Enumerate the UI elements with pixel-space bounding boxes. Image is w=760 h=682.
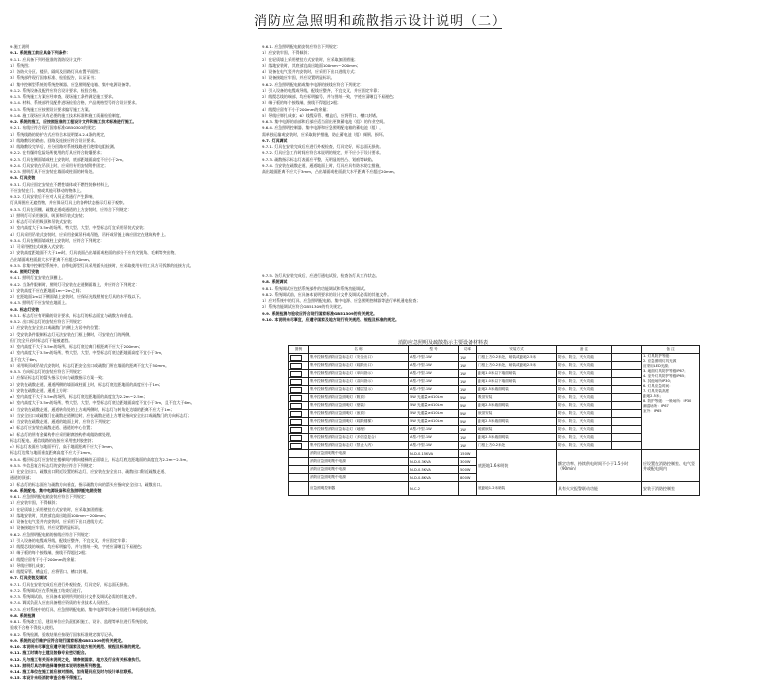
legend-symbol-icon: [290, 355, 302, 361]
table-cell: 门框上方0.2米处: [477, 442, 557, 450]
header-cell: 功率: [459, 346, 477, 354]
note-line: 需单独运输或安装时，应采取防护措施，防止蓄电池（组）倾倒、损坏。: [262, 131, 387, 137]
note-line: b）标志灯的所有金属构件应采用耐腐蚀构件或做防腐处理，: [10, 431, 114, 437]
note-line: 3）端子板的每个接线端，接线不得超过2根；: [10, 550, 89, 556]
legend-symbol-icon: [290, 403, 302, 409]
spec-line: 8. 防护等级：一般场所：IP30: [643, 399, 692, 403]
note-line: 9.14. 施工单位在施工前应核对图纸，如有疑问应及时与设计单位联系。: [10, 669, 136, 674]
table-cell: 集中控制型消防应急标志灯（疏散出口）: [309, 362, 409, 370]
note-line: 2）在轻质墙上采用壁挂方式安装时，应采取加固措施；: [262, 56, 358, 62]
note-line: 9.1.4. 材料、系统部件及配件进场检验合格，产品规格型号符合设计要求。: [10, 100, 140, 106]
table-row: [289, 378, 700, 386]
note-line: 9.1. 系统施工前应具备下列条件：: [10, 50, 71, 56]
note-line: 9.2. 系统的施工，应按照批准的工程设计文件和施工技术标准进行施工。: [10, 119, 137, 124]
page-title: 消防应急照明和疏散指示设计说明（二）: [253, 14, 506, 29]
note-line: 9.7.4. 调试负责人应由具备相应资质的专业技术人员担任。: [10, 600, 112, 606]
title-underline: [258, 28, 502, 29]
header-cell: 安装方式: [477, 346, 557, 354]
note-line: 4）集中控制型系统的系统控制器、应急照明配电箱、集中电源设备等。: [10, 81, 134, 87]
table-cell: 距地2.5米墙面明装: [477, 434, 557, 442]
note-line: 9.6.3. 集中电源的前部和后部应适当留出更换蓄电池（组）的作业空间。: [262, 119, 388, 124]
table-cell: 防水、防尘、灭火功能: [557, 410, 612, 418]
note-line: 验收不合格不得投入使用。: [10, 625, 57, 631]
note-line: 9.7.1. 灯具在安装完成后应进行外观检查，灯具完好，标志面无损伤。: [10, 581, 132, 587]
header-cell: 备 注: [642, 346, 700, 354]
table-row: [289, 434, 700, 442]
note-line: 高出地面距离不应大于3mm，凸出墙面或柱面最大水平距离不应超过20mm。: [262, 169, 398, 174]
table-cell: 300W: [459, 458, 477, 466]
note-line: 9.3.5. 非集中控制型系统中，自带电源型灯具采用插头连接时，应采取使用专用工具方可拆卸的连接方式。: [10, 262, 194, 268]
table-cell: [289, 378, 309, 386]
table-cell: [289, 474, 309, 482]
note-line: 9.1.1. 应具备下列经批准的消防设计文件：: [10, 56, 85, 62]
header-cell: [612, 346, 642, 354]
note-line: 不应安装在门、窗或其他可移动的物体上。: [10, 187, 84, 193]
note-line: 1）照明灯可采用嵌顶、吸顶和吊装式安装；: [10, 212, 87, 218]
table-cell: [612, 378, 642, 386]
note-line: 9.5.5. 多信息复合标志灯的安装应符合下列规定：: [10, 462, 97, 468]
note-line: b）室内高度大于3.5m的场所，特大型、大型、中型标志灯底边距地面高度不宜小于3m，且不宜大于6m。: [10, 400, 195, 406]
table-row: [289, 394, 700, 402]
table-row: [289, 386, 700, 394]
table-cell: [642, 354, 700, 450]
note-line: 9.7.5. 各灯具安装完成后，应进行通电试验，检查各灯具工作状态。: [262, 273, 380, 278]
table-cell: [289, 450, 309, 458]
table-cell: 地面嵌装: [477, 426, 557, 434]
note-line: 9.15. 本设计未经消防审查合格不得施工。: [10, 675, 85, 681]
note-line: 9.5.1. 标志灯应有明确的设计要求，标志灯的标志面宜与疏散方向垂直。: [10, 312, 136, 318]
note-line: 5）采用吸顶或吊装式安装时，标志灯距安全出口或疏散门所在墙面的距离不宜大于50mm。: [10, 362, 169, 368]
table-cell: [289, 362, 309, 370]
header-cell: 型 号: [409, 346, 459, 354]
note-line: 9.2.3. 灯具在侧面墙或柱上安装时，底部距地面高度不应小于2m。: [10, 156, 126, 162]
note-line: 9.2.5. 照明灯具不应安装在墙面或柱面的转角处。: [10, 169, 97, 174]
note-line: 9.7.3. 疏散指示标志灯表面应平整，无明显的凹凸、划痕等缺陷。: [262, 156, 376, 162]
table-cell: A型-中型-1W: [409, 362, 459, 370]
spec-line: 应采用LED光源；: [643, 364, 672, 368]
table-cell: 防水、防尘、灭火功能: [557, 354, 612, 362]
table-cell: 集中控制型消防应急标志灯（单向指示）: [309, 370, 409, 378]
table-cell: [289, 386, 309, 394]
table-cell: 集中控制型消防应急标志灯（多信息复合）: [309, 434, 409, 442]
table-cell: A型-中型-1W: [409, 442, 459, 450]
table-title: 消防应急照明及疏散指示主要设备材料表: [398, 340, 489, 346]
table-cell: N-C-2: [409, 482, 459, 496]
note-line: 4）室内高度大于3.5m的场所，特大型、大型、中型标志灯底边距地面高度不宜小于3m，: [10, 350, 165, 356]
table-row: [289, 362, 700, 370]
table-cell: 1W: [459, 386, 477, 394]
table-cell: 应急照明控制器: [309, 482, 409, 496]
note-line: 3）安装在疏散走道、通道上方时：: [10, 387, 71, 393]
table-cell: 5W: [459, 402, 477, 410]
note-line: 9.7.2. 灯具应急工作时间应符合本说明的规定，并不应小于设计要求。: [262, 150, 384, 156]
table-row: [289, 354, 700, 362]
note-line: a）室内高度不大于3.5m的场所，标志灯底边距地面的高度宜为2.2m～2.5m；: [10, 394, 148, 399]
table-cell: [289, 402, 309, 410]
note-line: 9.10. 本说明未尽事宜，应遵守国家及地方现行有关规范、规程及标准的规定。: [262, 316, 399, 322]
note-line: 标志灯边缘与地面垂直距离高度不应大于1mm。: [10, 450, 94, 456]
note-line: 9.1.3. 系统施工方案应经审查，现场施工条件满足施工要求。: [10, 94, 116, 99]
note-line: 5）导线应绑扎成束；6）线缆穿管、槽盒后，应将管口、槽口封堵。: [262, 112, 380, 118]
note-line: 9.4.1. 照明灯宜安装在顶棚上。: [10, 275, 66, 281]
note-line: 9.9. 系统检测与验收应符合现行国家标准GB51309的有关规定。: [262, 310, 378, 316]
table-cell: 具有火灾报警联动功能: [557, 482, 642, 496]
header-cell: 名 称: [309, 346, 409, 354]
table-cell: 5W 光通量≥410Lm: [409, 410, 459, 418]
legend-symbol-icon: [290, 443, 302, 449]
legend-symbol-icon: [290, 363, 302, 369]
table-cell: 防水、防尘、灭火功能: [557, 378, 612, 386]
note-line: 2）在轻质墙上采用壁挂方式安装时，应采取加固措施；: [10, 506, 106, 512]
table-cell: 距地2.5米墙面明装: [477, 386, 557, 394]
note-line: 9.3.3. 灯具在顶棚、疏散走道或通道的上方安装时，应符合下列规定：: [10, 206, 132, 212]
header-cell: 图例: [289, 346, 309, 354]
table-cell: 消防应急照明集中电源: [309, 458, 409, 466]
table-cell: 集中控制型消防应急照明灯（疏散楼梯）: [309, 418, 409, 426]
table-cell: 防水、防尘、灭火功能: [557, 362, 612, 370]
table-cell: [289, 482, 309, 496]
note-line: 1）应安装牢固，不得倾斜；: [262, 50, 312, 56]
note-line: 9.1.6. 施工现场应具有必要的施工技术标准和施工质量检验制度。: [10, 112, 124, 118]
table-cell: 1W: [459, 370, 477, 378]
table-cell: A型-中型-1W: [409, 378, 459, 386]
note-line: 9.8.2. 系统检测、验收结果应按现行国家标准规定填写记录。: [10, 631, 116, 637]
note-line: 2）线缆芯线的端部，均应标明编号，并与图纸一致，字迹应清晰且不易褪色；: [10, 544, 145, 549]
table-cell: 800W: [459, 474, 477, 482]
table-row: [289, 450, 700, 458]
table-cell: 集中控制型消防应急照明灯（壁装）: [309, 402, 409, 410]
table-row: [289, 402, 700, 410]
note-line: 5）当安全出口或疏散门在疏散走道侧边时，应在疏散走道上方增设指向安全出口或疏散门的方向标志灯；: [10, 412, 192, 418]
table-cell: 门框上方0.2米处，暗装或距地2.5米: [477, 354, 557, 362]
spec-line: 2. 应急照明灯具光源: [643, 359, 677, 363]
note-line: 3）落地安装时，其底部宜高出地面100mm～200mm；: [262, 62, 361, 68]
note-line: 9.10. 本说明未尽事宜应遵守现行国家及地方相关规范、规程及标准的规定。: [10, 644, 144, 649]
note-line: 9.8. 系统调试: [262, 279, 288, 285]
note-line: 1）在安全出口、疏散出口附近设置的标志灯，应安装在安全出口、疏散出口附近疏散走道、: [10, 469, 169, 474]
middle-notes-top: [262, 44, 506, 239]
table-cell: 防水、防尘、灭火功能: [557, 434, 612, 442]
table-cell: 5W 光通量≥410Lm: [409, 394, 459, 402]
note-line: 9.1.5. 系统施工应按照设计要求编写施工方案。: [10, 106, 93, 112]
note-line: 9.5.3. 方向标志灯的安装应符合下列规定：: [10, 369, 85, 374]
table-cell: 集中控制型消防应急标志灯（禁止入内）: [309, 442, 409, 450]
table-cell: 吸顶安装: [477, 394, 557, 402]
note-line: 9.8.1. 系统竣工后，建设单位应负责组织施工、设计、监理等单位进行系统验收，: [10, 619, 151, 624]
table-cell: [612, 386, 642, 394]
table-cell: [289, 426, 309, 434]
table-cell: 嵌顶安装: [477, 410, 557, 418]
table-cell: 500W: [459, 466, 477, 474]
spec-line: 5. 其他场所IP30；: [643, 379, 674, 383]
table-cell: A型-中型-1W: [409, 354, 459, 362]
note-line: 5）设备接地应牢固，并应设置明显标识。: [10, 525, 83, 531]
table-cell: A型-中型-1W: [409, 426, 459, 434]
note-line: 9.2.4. 灯具安装在吊顶上时，应采用专用安装附件固定；: [10, 162, 108, 168]
note-line: 9.5. 标志灯安装: [10, 306, 40, 312]
note-line: 9.4. 照明灯安装: [10, 269, 40, 274]
table-cell: A型-中型-1W: [409, 370, 459, 378]
legend-symbol-icon: [290, 419, 302, 425]
note-line: 4）设备在电气竖井内安装时，应采用下出口进线方式；: [10, 519, 106, 524]
table-cell: N-D-0.8KVA: [409, 474, 459, 482]
spec-line: 1. 灯具防护等级：: [643, 354, 673, 358]
table-cell: A型-中型-1W: [409, 434, 459, 442]
table-cell: 距地1.0米以下墙面暗装: [477, 370, 557, 378]
note-line: 1）安装高度不应在距地面1m～2m之间；: [10, 287, 84, 293]
spec-line: 距地2.5米；: [643, 394, 664, 398]
table-cell: 防水、防尘、灭火功能: [557, 386, 612, 394]
legend-symbol-icon: [290, 435, 302, 441]
table-cell: N-D-0.15KVA: [409, 450, 459, 458]
table-cell: [289, 370, 309, 378]
table-row: [289, 442, 700, 450]
table-cell: [612, 354, 642, 362]
table-cell: [289, 394, 309, 402]
legend-symbol-icon: [290, 411, 302, 417]
note-line: 9.6.1. 应急照明配电箱安装应符合下列规定：: [10, 494, 89, 499]
note-line: 9.8.2. 系统调试前，应具备本说明要求的设计文件及调试必需的其他文件。: [262, 291, 392, 297]
table-cell: [289, 418, 309, 426]
note-line: 标志灯配电、通信线路的连接应采用密封胶密封；: [10, 437, 96, 443]
table-cell: [612, 426, 642, 434]
note-line: 9.2.2. 在有爆炸危险场所使用的灯具应符合防爆要求；: [10, 150, 105, 156]
table-row: [289, 410, 700, 418]
note-line: 1）引入设备的电缆或导线，配线应整齐，不宜交叉，并应固定牢靠；: [262, 87, 382, 93]
note-line: 1）应安装在安全出口或疏散门内侧上方居中的位置；: [10, 325, 102, 331]
table-cell: 5W: [459, 418, 477, 426]
table-cell: 防水、防尘、灭火功能: [557, 426, 612, 434]
note-line: 9.4.3. 照明灯不应安装在地面上。: [10, 300, 70, 306]
note-line: 4）线缆应留有不小于200mm的余量；: [10, 556, 79, 562]
note-line: 1）应对系统中的灯具、应急照明配电箱、集中电源、应急照明控制器等进行单机通电检查；: [262, 298, 421, 303]
table-cell: [612, 410, 642, 418]
table-body: [289, 354, 700, 496]
table-cell: 消防应急照明集中电源: [309, 474, 409, 482]
note-line: 9.5.2. 出口标志灯的安装应符合下列规定：: [10, 319, 85, 324]
table-cell: 集中控制型消防应急照明灯（嵌顶）: [309, 410, 409, 418]
table-cell: 集中控制型消防应急标志灯（地埋）: [309, 426, 409, 434]
table-cell: 应设置在消防控制室、电气竖井或配电间内: [642, 450, 700, 482]
table-cell: 底距地1.6米明装: [477, 450, 557, 482]
note-line: 且不宜大于6m。: [10, 356, 40, 362]
note-line: 4）当安装在疏散走道、通道转角处的上方或两侧时，标志灯与转角处边墙的距离不应大于1m；: [10, 406, 175, 412]
table-cell: 防水、防尘、灭火功能: [557, 394, 612, 402]
table-cell: 底距地1.2米暗装: [477, 482, 557, 496]
note-line: 9.3.1. 灯具应固定安装在不燃性墙体或不燃性装修材料上，: [10, 181, 112, 187]
note-line: 4）灯具采用吊装式安装时，应采用金属吊杆或吊链，吊杆或吊链上端应固定在建筑构件上。: [10, 231, 169, 237]
equipment-legend-table: [288, 345, 700, 496]
note-line: 5）设备接地应牢固，并应设置明显标识。: [262, 75, 335, 81]
table-cell: N-D-0.5KVA: [409, 466, 459, 474]
table-cell: [612, 394, 642, 402]
note-line: 6）线缆穿管、槽盒后，应将管口、槽口封堵。: [10, 569, 91, 574]
table-cell: 1W: [459, 442, 477, 450]
spec-line: 室外：IP65: [643, 409, 662, 413]
table-cell: [289, 442, 309, 450]
note-line: 9.8. 系统检测: [10, 612, 36, 618]
note-line: 4）设备在电气竖井内安装时，应采用下出口进线方式；: [262, 69, 358, 74]
table-cell: 1W: [459, 378, 477, 386]
table-cell: 1W: [459, 362, 477, 370]
note-line: 1）系统图；: [10, 62, 32, 68]
table-cell: 防水、防尘、灭火功能: [557, 370, 612, 378]
legend-symbol-icon: [290, 395, 302, 401]
spec-line: 6. 灯具应急时间：: [643, 384, 673, 388]
table-row: [289, 370, 700, 378]
note-line: 1）系统线路的防护方式应符合本说明第4.2.4条的规定，: [10, 131, 108, 137]
note-line: 9.7.4. 当安装在疏散走道、通道地面上时，灯具应具有防水防尘措施，: [262, 162, 384, 168]
note-line: 3）落地安装时，其底部宜高出地面100mm～200mm；: [10, 512, 109, 518]
note-line: 1）应安装牢固，不得倾斜；: [10, 500, 60, 506]
note-line: 9.3. 灯具安装: [10, 175, 36, 181]
table-cell: A型-中型-1W: [409, 386, 459, 394]
table-cell: 集中控制型消防应急照明灯（吸顶）: [309, 394, 409, 402]
table-cell: N-D-0.3KVA: [409, 458, 459, 466]
note-line: 9.11. 施工时请与土建及装修专业密切配合。: [10, 650, 89, 656]
note-line: 4）线缆应留有不小于200mm的余量；: [262, 106, 331, 112]
note-line: 9.4.2. 当条件限制时，照明灯可安装在走道侧面墙上，并应符合下列规定：: [10, 281, 140, 287]
table-cell: 1W: [459, 426, 477, 434]
table-row: [289, 482, 700, 496]
note-line: 9.3.2. 灯具安装后不应对人员正常通行产生影响，: [10, 194, 97, 199]
note-line: 9.6.2. 应急照明配电箱的接线应符合下列规定：: [10, 531, 93, 537]
table-cell: [289, 466, 309, 474]
note-line: 9.6.4. 应急照明控制器、集中电源和应急照明配电箱的蓄电池（组），: [262, 125, 384, 131]
note-line: 5）导线应绑扎成束；: [10, 562, 48, 568]
note-line: 9.3.4. 灯具在侧面墙或柱上安装时，应符合下列规定：: [10, 237, 105, 243]
note-line: a）标志灯应安装在疏散走道、通道的中心位置；: [10, 425, 95, 431]
note-line: 9.7.5. 应对系统中的灯具、应急照明配电箱、集中电源等设备分别进行单机通电检查。: [10, 606, 159, 612]
table-cell: 5W: [459, 394, 477, 402]
table-cell: [612, 362, 642, 370]
spec-line: 7. 灯具安装高度: [643, 389, 670, 393]
note-line: 1）可采用壁挂式或嵌入式安装；: [10, 244, 67, 249]
table-cell: 1W: [459, 354, 477, 362]
table-cell: [612, 418, 642, 426]
note-line: 9.1.2. 系统设备及配件应符合设计要求，检验合格。: [10, 87, 101, 93]
table-cell: 集中控制型消防应急标志灯（楼层显示）: [309, 386, 409, 394]
table-cell: [289, 354, 309, 362]
legend-symbol-icon: [290, 371, 302, 377]
note-line: 2）标志灯的标志面应与疏散方向垂直、指示疏散方向的箭头应指向安全出口、疏散出口。: [10, 481, 165, 487]
table-cell: 集中控制型消防应急标志灯（双向指示）: [309, 378, 409, 386]
table-cell: [612, 402, 642, 410]
table-cell: 额定功率、持续供电时间不小于1.5小时（90min）: [557, 450, 642, 482]
table-cell: [289, 410, 309, 418]
note-line: 9.9. 系统的运行维护应符合现行国家标准GB51309的有关规定。: [10, 637, 126, 643]
spec-line: 4. 室外灯具防护等级IP65；: [643, 374, 688, 378]
note-line: 9.6. 系统配电、集中电源设备和应急照明配电箱安装: [10, 487, 102, 493]
note-line: 3）室内高度大于3.5m的场所，特大型、大型、中型标志灯宜采用吊装式安装；: [10, 225, 147, 231]
note-line: 2）系统功能调试应符合GB51309的有关规定。: [262, 304, 345, 310]
note-line: 1）引入设备的电缆或导线，配线应整齐，不宜交叉，并应固定牢靠；: [10, 537, 130, 543]
table-cell: [289, 434, 309, 442]
note-line: 9.7.1. 灯具在安装完成后应进行外观检查，灯具完好，标志面无损伤。: [262, 144, 384, 149]
note-line: 凸出墙面或柱面最大水平距离不应超过20mm。: [10, 256, 93, 262]
note-line: 2）在距地面1m以下侧面墙上安装时，应保证光线照射在灯具的水平线以下。: [10, 294, 144, 299]
legend-symbol-icon: [290, 427, 302, 433]
table-header-row: [289, 346, 700, 354]
note-line: 9.施工说明: [10, 44, 30, 49]
table-cell: [289, 458, 309, 466]
table-row: [289, 418, 700, 426]
table-cell: 防水、防尘、灭火功能: [557, 418, 612, 426]
table-cell: [612, 442, 642, 450]
table-cell: 消防应急照明集中电源: [309, 450, 409, 458]
table-cell: 防水、防尘、灭火功能: [557, 442, 612, 450]
table-cell: 1W: [459, 434, 477, 442]
note-line: 3）端子板的每个接线端，接线不得超过2根；: [262, 100, 341, 106]
spec-line: 3. 地面灯具防护等级IP67；: [643, 369, 688, 373]
note-line: 2）安装高度距地面不大于1m时，灯具表面凸出墙面或柱面的部分不应有尖锐角、毛刺等突出物，: [10, 250, 179, 256]
note-line: 2）安装在疏散走道、通道两侧的墙面或柱面上时，标志灯底边距地面的高度应小于1m；: [10, 381, 163, 387]
note-line: 3）线路敷设完毕后，应分回路对系统线路进行绝缘电阻检测。: [10, 144, 118, 149]
note-line: 1）应保证标志灯的箭头指示方向与疏散指示方案一致；: [10, 375, 106, 381]
note-line: 9.8.1. 系统调试应包括系统部件的功能调试和系统功能调试。: [262, 285, 368, 291]
table-cell: 消防应急照明集中电源: [309, 466, 409, 474]
note-line: 9.7.2. 系统调试应在系统施工结束后进行。: [10, 587, 85, 593]
note-line: 2）各防火分区、楼层、隔间及回路灯具布置平面图；: [10, 69, 102, 74]
note-line: 灯具周围应无遮挡物，并应保证灯具上的各种状态指示灯易于观察。: [10, 200, 127, 206]
note-line: 2）线路敷设的路由、回路及连接应符合设计要求。: [10, 137, 99, 143]
note-line: c）标志灯表面应与地面平行，高于地面距离不应大于3mm，: [10, 444, 116, 449]
note-line: 9.7. 灯具调试: [262, 137, 288, 143]
table-cell: 距地2.5米墙面明装: [477, 418, 557, 426]
note-line: 9.7.3. 系统调试前，应具备本说明所列的设计文件及调试必需的其他文件。: [10, 594, 140, 599]
note-line: 9.5.4. 楼层标志灯应安装在楼梯间内朝向楼梯的正面墙上，标志灯底边距地面的高度宜为2.2m～2.5m。: [10, 456, 191, 462]
spec-line: 潮湿场所：IP67: [643, 404, 669, 408]
note-line: 9.13. 照明灯具功率选择请参照本说明表格所列数值。: [10, 662, 105, 668]
table-cell: 5W 光通量≥410Lm: [409, 402, 459, 410]
note-line: 3）系统部件现行国家标准、检验报告，认证证书；: [10, 75, 99, 81]
table-cell: 5W 光通量≥410Lm: [409, 418, 459, 426]
table-cell: 150W: [459, 450, 477, 458]
table-cell: [459, 482, 477, 496]
table-cell: 5W: [459, 410, 477, 418]
table-cell: 距地1.0米以下墙面暗装: [477, 378, 557, 386]
table-cell: 安装于消防控制室: [642, 482, 700, 496]
note-line: 6）当安装在疏散走道、通道的地面上时，应符合下列规定：: [10, 419, 114, 424]
legend-symbol-icon: [290, 387, 302, 393]
table-cell: [612, 434, 642, 442]
note-line: 2）线缆芯线的端部，均应标明编号，并与图纸一致，字迹应清晰且不易褪色；: [262, 94, 397, 99]
note-line: 9.12. 凡与施工有关而未说明之处，请参照国家、地方及行业有关标准执行。: [10, 656, 144, 662]
note-line: 9.2.1. 布线应符合现行国家标准GB50303的规定；: [10, 125, 99, 131]
note-line: 9.6.1. 应急照明配电箱安装应符合下列规定：: [262, 44, 341, 49]
note-line: 3）室内高度不大于3.5m的场所，标志灯底边离门框距离不应大于200mm；: [10, 344, 143, 349]
note-line: 通道的顶部；: [10, 475, 34, 481]
table-cell: 距地2.5米墙面明装: [477, 402, 557, 410]
table-cell: 集中控制型消防应急标志灯（安全出口）: [309, 354, 409, 362]
note-line: 2）标志灯可采用吸顶和吊装式安装；: [10, 219, 75, 224]
note-line: 9.6.2. 应急照明配电箱或集中电源的接线应符合下列规定：: [262, 81, 364, 87]
table-cell: 门框上方0.2米处，暗装或距地2.5米: [477, 362, 557, 370]
note-line: 但门完全开启时标志灯不能被遮挡。: [10, 337, 73, 343]
middle-notes-bottom: [262, 273, 506, 333]
table-row: [289, 426, 700, 434]
table-cell: [612, 370, 642, 378]
table-cell: 防水、防尘、灭火功能: [557, 402, 612, 410]
header-cell: 备 注: [557, 346, 612, 354]
note-line: 9.7. 灯具安装及调试: [10, 575, 47, 581]
legend-symbol-icon: [290, 379, 302, 385]
note-line: 2）受安装条件限制标志灯无法安装在门框上侧时，可安装在门的两侧，: [10, 331, 134, 337]
left-notes-column: [10, 44, 252, 681]
